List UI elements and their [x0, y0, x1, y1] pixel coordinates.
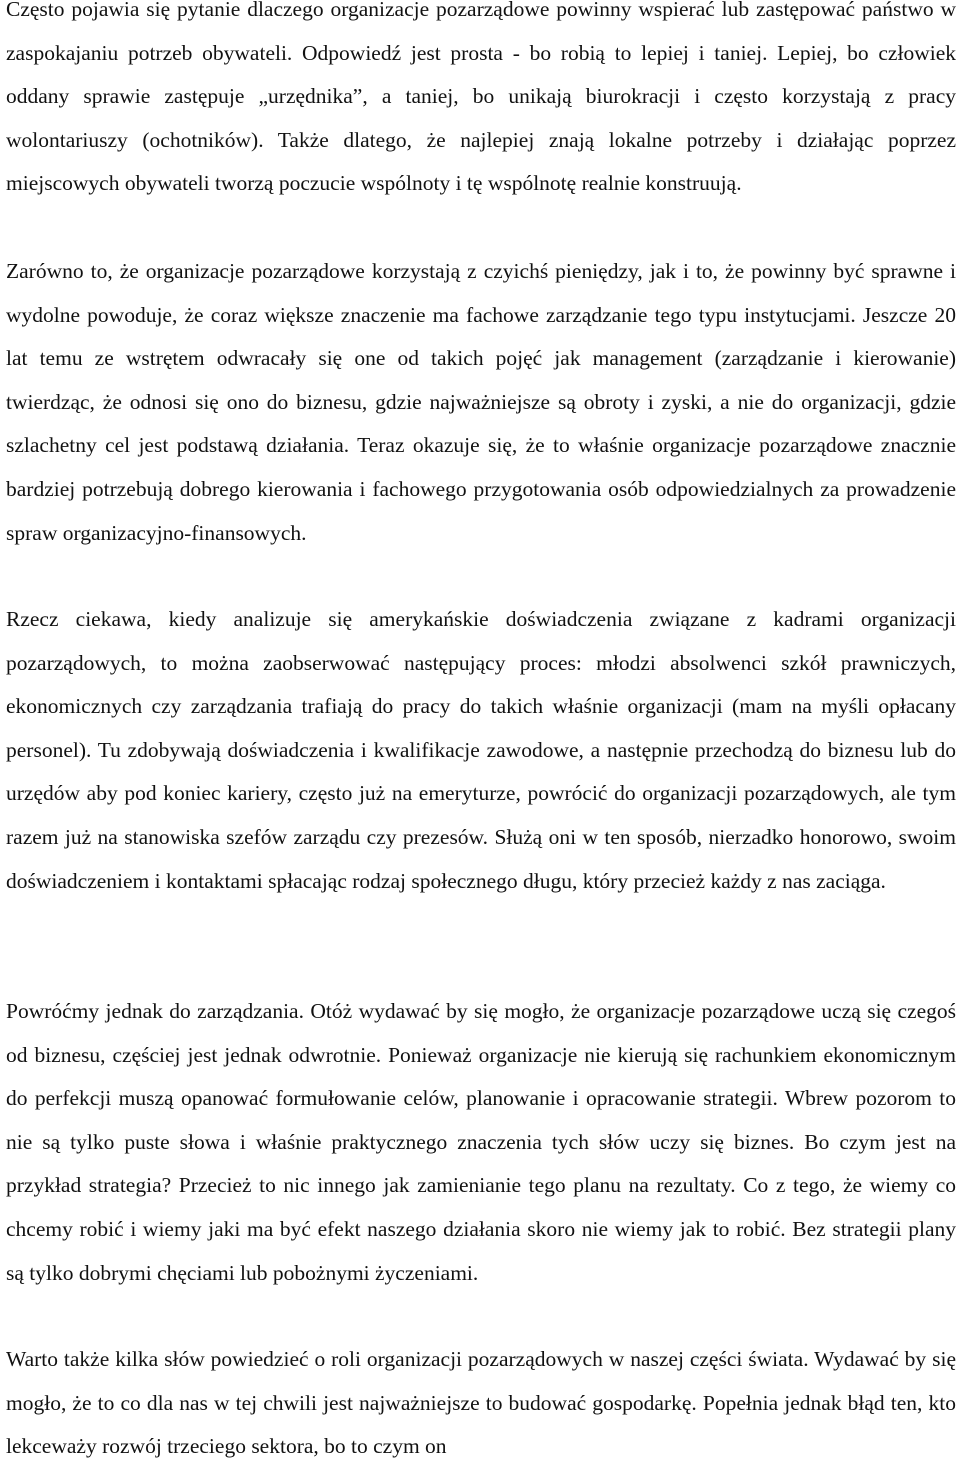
- paragraph-4: Powróćmy jednak do zarządzania. Otóż wydawać by się mogło, że organizacje pozarządowe uczą się czegoś od biznesu, częściej jest jednak odwrotnie. Ponieważ organizacje nie kierują się rachunkiem ekonomicznym do perfekcji muszą opanować formułowanie celów, planowanie i opracowanie strategii. Wbrew pozorom to nie są tylko puste słowa i właśnie praktycznego znaczenia tych słów uczy się biznes. Bo czym jest na przykład strategia? Przecież to nic innego jak zamienianie tego planu na rezultaty. Co z tego, że wiemy co chcemy robić i wiemy jaki ma być efekt naszego działania skoro nie wiemy jak to robić. Bez strategii plany są tylko dobrymi chęciami lub pobożnymi życzeniami.: [6, 999, 956, 1285]
- paragraph-3: Rzecz ciekawa, kiedy analizuje się amerykańskie doświadczenia związane z kadrami organizacji pozarządowych, to można zaobserwować następujący proces: młodzi absolwenci szkół prawniczych, ekonomicznych czy zarządzania trafiają do pracy do takich właśnie organizacji (mam na myśli opłacany personel). Tu zdobywają doświadczenia i kwalifikacje zawodowe, a następnie przechodzą do biznesu lub do urzędów aby pod koniec kariery, często już na emeryturze, powrócić do organizacji pozarządowych, ale tym razem już na stanowiska szefów zarządu czy prezesów. Służą oni w ten sposób, nierzadko honorowo, swoim doświadczeniem i kontaktami spłacając rodzaj społecznego długu, który przecież każdy z nas zaciąga.: [6, 607, 956, 893]
- paragraph-5: Warto także kilka słów powiedzieć o roli organizacji pozarządowych w naszej części świata. Wydawać by się mogło, że to co dla nas w tej chwili jest najważniejsze to budować gospodarkę. Popełnia jednak błąd ten, kto lekceważy rozwój trzeciego sektora, bo to czym on: [6, 1347, 956, 1459]
- paragraph-1: Często pojawia się pytanie dlaczego organizacje pozarządowe powinny wspierać lub zastępować państwo w zaspokajaniu potrzeb obywateli. Odpowiedź jest prosta - bo robią to lepiej i taniej. Lepiej, bo człowiek oddany sprawie zastępuje „urzędnika”, a taniej, bo unikają biurokracji i często korzystają z pracy wolontariuszy (ochotników). Także dlatego, że najlepiej znają lokalne potrzeby i działając poprzez miejscowych obywateli tworzą poczucie wspólnoty i tę wspólnotę realnie konstruują.: [6, 0, 956, 196]
- paragraph-2: Zarówno to, że organizacje pozarządowe korzystają z czyichś pieniędzy, jak i to, że powinny być sprawne i wydolne powoduje, że coraz większe znaczenie ma fachowe zarządzanie tego typu instytucjami. Jeszcze 20 lat temu ze wstrętem odwracały się one od takich pojęć jak management (zarządzanie i kierowanie) twierdząc, że odnosi się ono do biznesu, gdzie najważniejsze są obroty i zyski, a nie do organizacji, gdzie szlachetny cel jest podstawą działania. Teraz okazuje się, że to właśnie organizacje pozarządowe znacznie bardziej potrzebują dobrego kierowania i fachowego przygotowania osób odpowiedzialnych za prowadzenie spraw organizacyjno-finansowych.: [6, 259, 956, 545]
